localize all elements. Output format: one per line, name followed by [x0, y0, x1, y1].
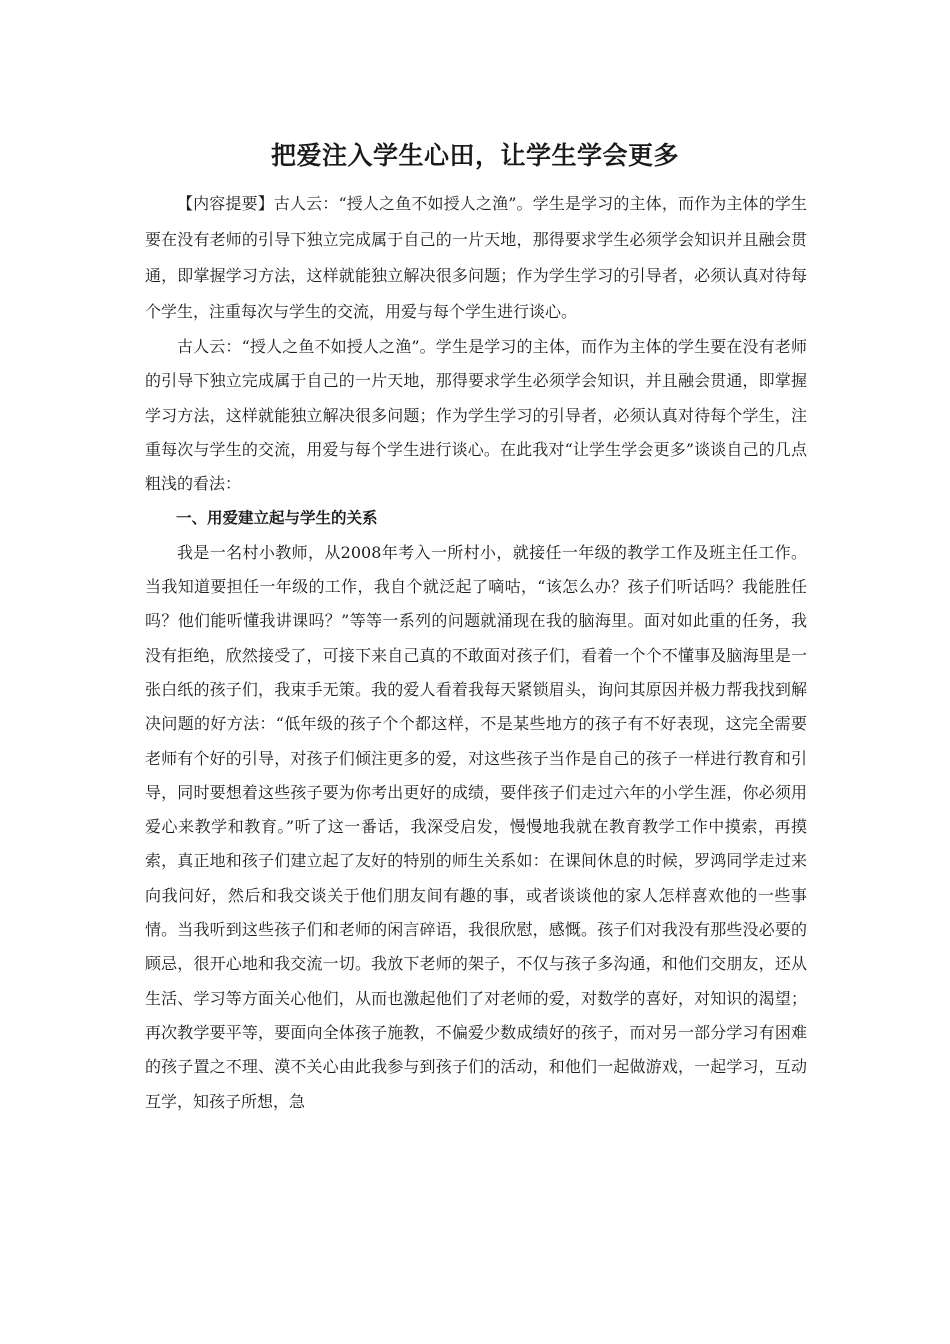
intro-paragraph: 古人云：“授人之鱼不如授人之渔”。学生是学习的主体，而作为主体的学生要在没有老师的引导下独立完成属于自己的一片天地，那得要求学生必须学会知识，并且融会贯通，即掌握学习方法，这样就能独立解决很多问题；作为学生学习的引导者，必须认真对待每个学生，注重每次与学生的交流，用爱与每个学生进行谈心。在此我对“让学生学会更多”谈谈自己的几点粗浅的看法：: [145, 337, 807, 494]
abstract-label: 【内容提要】: [177, 194, 274, 213]
document-title: 把爱注入学生心田，让学生学会更多: [270, 141, 679, 170]
document-body: [145, 186, 807, 1119]
section-heading: 一、用爱建立起与学生的关系: [176, 509, 378, 528]
abstract-text: 古人云：“授人之鱼不如授人之渔”。学生是学习的主体，而作为主体的学生要在没有老师的引导下独立完成属于自己的一片天地，那得要求学生必须学会知识并且融会贯通，即掌握学习方法，这样就能独立解决很多问题；作为学生学习的引导者，必须认真对待每个学生，注重每次与学生的交流，用爱与每个学生进行谈心。: [145, 194, 807, 321]
section-paragraph: 我是一名村小教师，从2008年考入一所村小，就接任一年级的教学工作及班主任工作。当我知道要担任一年级的工作，我自个就泛起了嘀咕，“该怎么办？孩子们听话吗？我能胜任吗？他们能听懂我讲课吗？”等等一系列的问题就涌现在我的脑海里。面对如此重的任务，我没有拒绝，欣然接受了，可接下来自己真的不敢面对孩子们，看着一个个不懂事及脑海里是一张白纸的孩子们，我束手无策。我的爱人看着我每天紧锁眉头，询问其原因并极力帮我找到解决问题的好方法：“低年级的孩子个个都这样，不是某些地方的孩子有不好表现，这完全需要老师有个好的引导，对孩子们倾注更多的爱，对这些孩子当作是自己的孩子一样进行教育和引导，同时要想着这些孩子要为你考出更好的成绩，要伴孩子们走过六年的小学生涯，你必须用爱心来教学和教育。”听了这一番话，我深受启发，慢慢地我就在教育教学工作中摸索，再摸索，真正地和孩子们建立起了友好的特别的师生关系如：在课间休息的时候，罗鸿同学走过来向我问好，然后和我交谈关于他们朋友间有趣的事，或者谈谈他的家人怎样喜欢他的一些事情。当我听到这些孩子们和老师的闲言碎语，我很欣慰，感慨。孩子们对我没有那些没必要的顾忌，很开心地和我交流一切。我放下老师的架子，不仅与孩子多沟通，和他们交朋友，还从生活、学习等方面关心他们，从而也激起他们了对老师的爱，对数学的喜好，对知识的渴望；再次教学要平等，要面向全体孩子施教，不偏爱少数成绩好的孩子，而对另一部分学习有困难的孩子置之不理、漠不关心由此我参与到孩子们的活动，和他们一起做游戏，一起学习，互动互学，知孩子所想，急: [145, 542, 807, 1111]
abstract-paragraph: [145, 186, 807, 330]
